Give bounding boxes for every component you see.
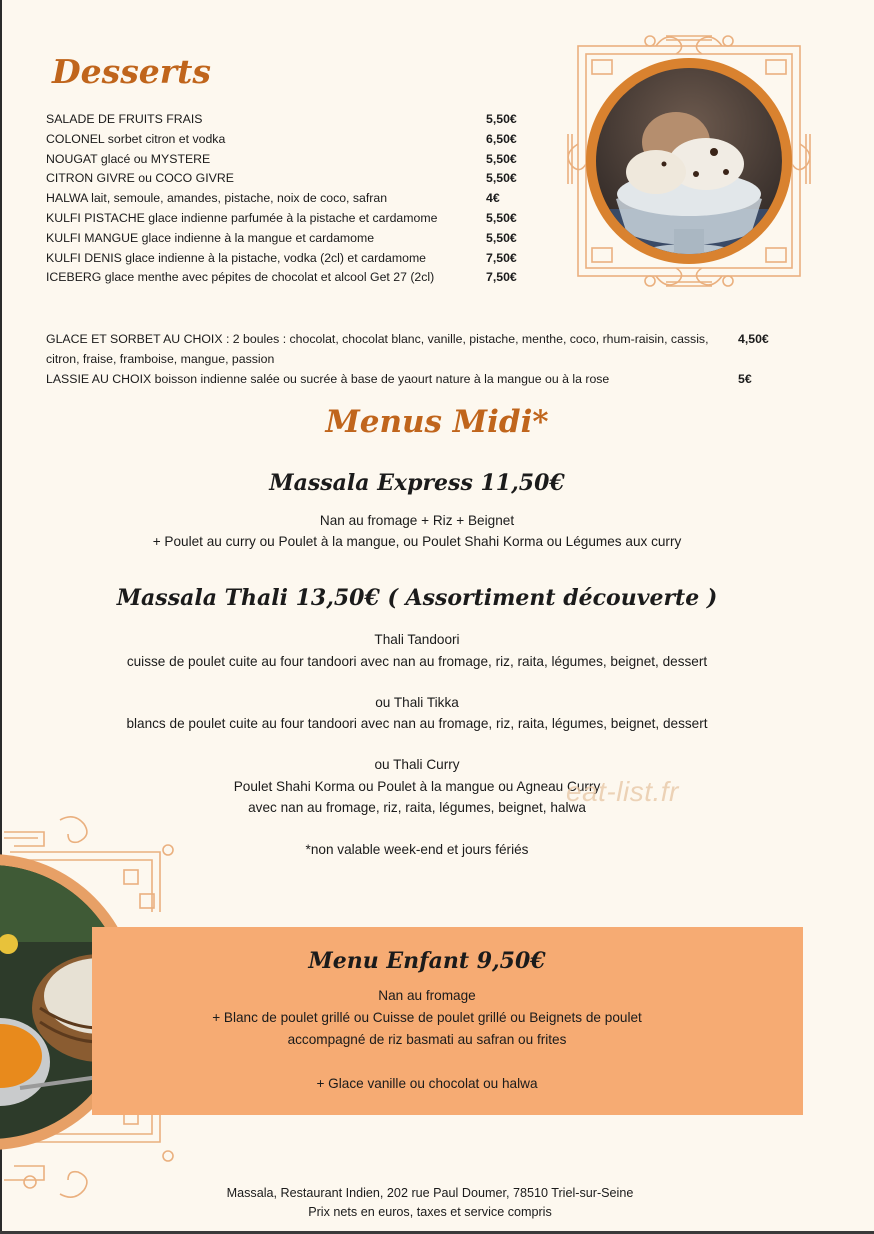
dessert-item	[46, 229, 546, 249]
dessert-item	[46, 130, 546, 150]
dessert-name: COLONEL sorbet citron et vodka	[46, 131, 226, 146]
dessert-item	[46, 110, 546, 130]
enfant-title: Menu Enfant 9,50€	[308, 948, 546, 974]
enfant-line: Nan au fromage	[378, 988, 476, 1003]
ice-cream-photo-frame	[556, 24, 822, 298]
thali-line: Poulet Shahi Korma ou Poulet à la mangue ou Agneau Curry	[233, 779, 601, 794]
extras-list	[46, 330, 786, 389]
extra-item	[46, 370, 786, 390]
dessert-price: 5,50€	[486, 210, 517, 225]
express-line: Nan au fromage + Riz + Beignet	[319, 513, 515, 528]
dessert-item	[46, 268, 546, 288]
dessert-item	[46, 169, 546, 189]
thali-line: ou Thali Curry	[374, 757, 460, 772]
express-line: + Poulet au curry ou Poulet à la mangue, ou Poulet Shahi Korma ou Légumes aux curry	[152, 534, 682, 549]
dessert-item	[46, 209, 546, 229]
thali-line: Thali Tandoori	[374, 632, 460, 647]
dessert-name: CITRON GIVRE ou COCO GIVRE	[46, 171, 234, 186]
dessert-item	[46, 150, 546, 170]
dessert-list	[46, 110, 546, 288]
dessert-name: KULFI PISTACHE glace indienne parfumée à la pistache et cardamome	[46, 210, 438, 225]
enfant-line: + Blanc de poulet grillé ou Cuisse de poulet grillé ou Beignets de poulet	[212, 1010, 642, 1025]
menu-note: *non valable week-end et jours fériés	[305, 842, 529, 857]
footer-note: Prix nets en euros, taxes et service compris	[308, 1205, 552, 1219]
dessert-price: 5,50€	[486, 112, 517, 126]
dessert-name: NOUGAT glacé ou MYSTERE	[46, 151, 211, 166]
thali-line: ou Thali Tikka	[375, 695, 459, 710]
dessert-item	[46, 249, 546, 269]
enfant-line: + Glace vanille ou chocolat ou halwa	[316, 1076, 538, 1091]
desserts-heading: Desserts	[52, 52, 211, 91]
extra-name: LASSIE AU CHOIX boisson indienne salée ou sucrée à base de yaourt nature à la mangue ou à la rose	[46, 371, 610, 386]
thali-line: avec nan au fromage, riz, raita, légumes, beignet, halwa	[248, 800, 586, 815]
dessert-name: KULFI MANGUE glace indienne à la mangue et cardamome	[46, 230, 375, 245]
express-title: Massala Express 11,50€	[269, 470, 565, 496]
thali-line: cuisse de poulet cuite au four tandoori avec nan au fromage, riz, raita, légumes, beignet, dessert	[126, 654, 708, 669]
dessert-price: 6,50€	[486, 131, 517, 146]
dessert-price: 7,50€	[486, 250, 517, 265]
thali-line: blancs de poulet cuite au four tandoori avec nan au fromage, riz, raita, légumes, beignet, dessert	[126, 716, 708, 731]
extra-price: 4,50€	[738, 332, 769, 346]
dessert-name: KULFI DENIS glace indienne à la pistache, vodka (2cl) et cardamome	[46, 250, 427, 265]
dessert-name: SALADE DE FRUITS FRAIS	[46, 112, 203, 126]
menus-midi-heading: Menus Midi*	[325, 404, 549, 440]
watermark-text: eat-list.fr	[566, 776, 679, 807]
footer-address: Massala, Restaurant Indien, 202 rue Paul Doumer, 78510 Triel-sur-Seine	[226, 1186, 634, 1200]
enfant-line: accompagné de riz basmati au safran ou frites	[287, 1032, 567, 1047]
extra-price: 5€	[738, 371, 752, 386]
dessert-price: 5,50€	[486, 151, 517, 166]
dessert-price: 5,50€	[486, 230, 517, 245]
dessert-price: 5,50€	[486, 171, 517, 186]
dessert-name: ICEBERG glace menthe avec pépites de chocolat et alcool Get 27 (2cl)	[46, 270, 435, 285]
extra-item	[46, 330, 786, 370]
dessert-name: HALWA lait, semoule, amandes, pistache, noix de coco, safran	[46, 191, 388, 206]
dessert-price: 4€	[486, 191, 500, 206]
extra-name: GLACE ET SORBET AU CHOIX : 2 boules : chocolat, chocolat blanc, vanille, pistache, menthe, coco, rhum-raisin, cassis, citron, fraise, framboise, mangue, passion	[46, 332, 709, 366]
dessert-price: 7,50€	[486, 270, 517, 285]
thali-title: Massala Thali 13,50€ ( Assortiment découverte )	[116, 585, 718, 611]
dessert-item	[46, 189, 546, 209]
